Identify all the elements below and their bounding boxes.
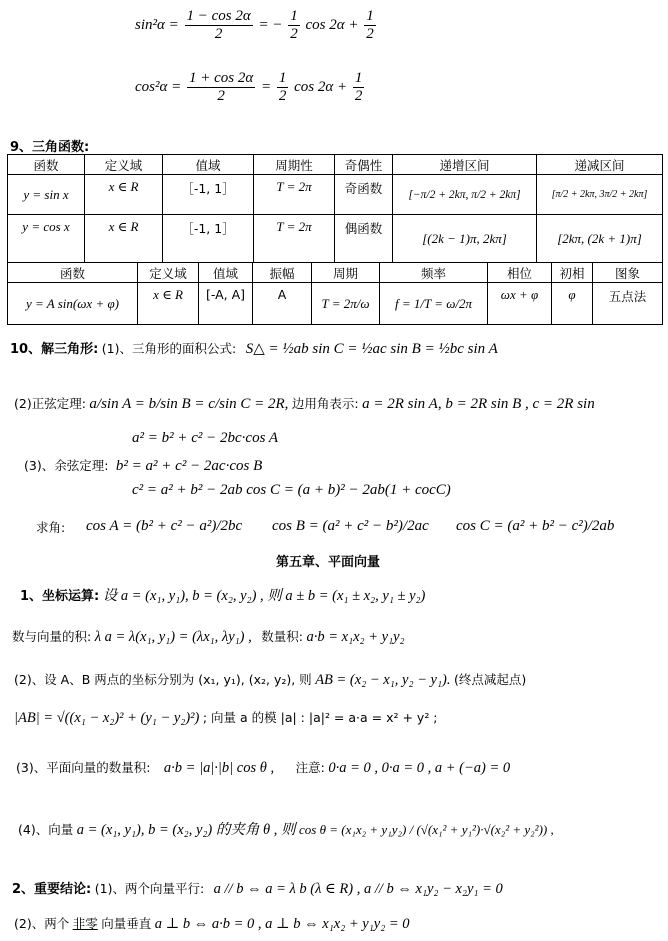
sine-edge-formula: a = 2R sin A, b = 2R sin B , c = 2R sin xyxy=(362,396,595,412)
table-row xyxy=(8,283,663,325)
angle-between-text: a = (x₁, y₁), b = (x₂, y₂) 的夹角 θ , 则 xyxy=(76,822,296,838)
table-cell: x ∈ R xyxy=(85,215,163,263)
sine-law-formula: a/sin A = b/sin B = c/sin C = 2R, xyxy=(89,396,289,412)
table-header: 相位 xyxy=(488,263,552,283)
table-cell: T = 2π/ω xyxy=(312,283,380,325)
perpendicular-formula: a ⊥ b ⇔ a·b = 0 , a ⊥ b ⇔ x₁x₂ + y₁y₂ = 0 xyxy=(154,916,410,932)
table-cell: y = sin x xyxy=(8,175,85,215)
table-cell: 偶函数 xyxy=(335,215,393,263)
cos-law-formula: b² = a² + c² − 2ac·cos B xyxy=(115,458,263,474)
cos-law-line-3: c² = a² + b² − 2ab cos C = (a + b)² − 2ab(1 + cocC) xyxy=(132,482,451,498)
table-header: 初相 xyxy=(552,263,593,283)
table-cell: 五点法 xyxy=(593,283,663,325)
perpendicular-line xyxy=(14,914,410,933)
table-header: 图象 xyxy=(593,263,663,283)
area-formula: S△ = ½ab sin C = ½ac sin B = ½bc sin A xyxy=(245,341,498,357)
cos-c-formula: cos C = (a² + b² − c²)/2ab xyxy=(456,518,615,534)
angle-between-formula: cos θ = (x₁x₂ + y₁y₂) / (√(x₁² + y₁²)·√(x₂² + y₂²)) , xyxy=(299,822,554,837)
two-points-formula: AB = (x₂ − x₁, y₂ − y₁). xyxy=(315,672,451,688)
dot-product-line xyxy=(16,758,510,777)
sine-law-label: (2)正弦定理: xyxy=(14,396,86,411)
table-header: 振幅 xyxy=(253,263,312,283)
table-header: 值域 xyxy=(199,263,253,283)
parallel-formula: a // b ⇔ a = λ b (λ ∈ R) , a // b ⇔ x₁y₂ − x₂y₁ = 0 xyxy=(213,881,503,897)
table-row xyxy=(8,215,663,263)
scalar-formula: λ a = λ(x₁, y₁) = (λx₁, λy₁) , xyxy=(94,629,252,645)
section-9-heading: 9、三角函数: xyxy=(10,140,90,155)
trig-function-table xyxy=(7,154,663,263)
coordinate-ops-line xyxy=(20,584,425,605)
cos-a-formula: cos A = (b² + c² − a²)/2bc xyxy=(86,518,243,534)
angle-between-label: (4)、向量 xyxy=(18,822,74,837)
two-points-line xyxy=(14,670,526,689)
table-cell: x ∈ R xyxy=(138,283,199,325)
scalar-label: 数与向量的积: xyxy=(12,629,92,644)
table-cell: ［-1, 1］ xyxy=(163,215,254,263)
table-header: 周期性 xyxy=(254,155,335,175)
perpendicular-text-2: 向量垂直 xyxy=(101,916,152,931)
table-cell: x ∈ R xyxy=(85,175,163,215)
table-header: 递减区间 xyxy=(537,155,663,175)
scalar-product-line xyxy=(12,627,405,646)
table-cell: [−π/2 + 2kπ, π/2 + 2kπ] xyxy=(393,175,537,215)
table-header: 函数 xyxy=(8,155,85,175)
cos-law-line-2 xyxy=(24,456,262,475)
table-cell: [(2k − 1)π, 2kπ] xyxy=(393,215,537,263)
dot-product-label: (3)、平面向量的数量积: xyxy=(16,760,151,775)
cos-b-formula: cos B = (a² + c² − b²)/2ac xyxy=(272,518,429,534)
coordinate-ops-heading: 1、坐标运算: xyxy=(20,589,100,604)
non-zero-underlined: 非零 xyxy=(72,916,98,931)
dot-product-notes: 0·a = 0 , 0·a = 0 , a + (−a) = 0 xyxy=(328,760,511,776)
sin-squared-formula: sin²α = $\frac{1 - \cos 2\alpha}{2}$ = − $\frac{1}{2}$ cos 2α + $\frac{1}{2}$ xyxy=(135,8,374,42)
table-header: 定义域 xyxy=(138,263,199,283)
table-header-row xyxy=(8,155,663,175)
length-formula: |AB| = √((x₁ − x₂)² + (y₁ − y₂)²) xyxy=(14,710,200,726)
table-header: 函数 xyxy=(8,263,138,283)
two-points-note: (终点减起点) xyxy=(453,672,527,687)
dot-product-formula: a·b = |a|·|b| cos θ , xyxy=(163,760,275,776)
cos-squared-formula: cos²α = $\frac{1 + \cos 2\alpha}{2}$ = $\frac{1}{2}$ cos 2α + $\frac{1}{2}$ xyxy=(135,70,363,104)
modulus-text: ; 向量 a 的模 |a| : |a|² = a·a = x² + y² ; xyxy=(202,710,438,725)
table-header: 值域 xyxy=(163,155,254,175)
table-header: 频率 xyxy=(380,263,488,283)
table-cell: ωx + φ xyxy=(488,283,552,325)
table-header: 奇偶性 xyxy=(335,155,393,175)
angle-label: 求角: xyxy=(36,520,66,535)
angle-between-line xyxy=(18,818,554,839)
table-header: 定义域 xyxy=(85,155,163,175)
parallel-text: (1)、两个向量平行: xyxy=(94,881,205,896)
table-row xyxy=(8,175,663,215)
table-cell: 奇函数 xyxy=(335,175,393,215)
sine-edge-label: 边用角表示: xyxy=(291,396,359,411)
dot-product-note-label: 注意: xyxy=(295,760,325,775)
dot-label: 数量积: xyxy=(261,629,303,644)
table-cell: [2kπ, (2k + 1)π] xyxy=(537,215,663,263)
table-cell: T = 2π xyxy=(254,215,335,263)
table-cell: ［-1, 1］ xyxy=(163,175,254,215)
vector-length-line xyxy=(14,708,438,727)
table-cell: φ xyxy=(552,283,593,325)
coordinate-ops-text: 设 a = (x₁, y₁), b = (x₂, y₂) , 则 a ± b = (x₁ ± x₂, y₁ ± y₂) xyxy=(102,588,426,604)
two-points-text: (2)、设 A、B 两点的坐标分别为 (x₁, y₁), (x₂, y₂), 则 xyxy=(14,672,312,687)
area-intro: (1)、三角形的面积公式: xyxy=(101,341,237,356)
table-cell: y = cos x xyxy=(8,215,85,263)
table-cell: f = 1/T = ω/2π xyxy=(380,283,488,325)
table-header: 周期 xyxy=(312,263,380,283)
table-cell: A xyxy=(253,283,312,325)
dot-formula: a·b = x₁x₂ + y₁y₂ xyxy=(306,629,405,645)
cos-law-label: (3)、余弦定理: xyxy=(24,458,109,473)
table-cell: [-A, A] xyxy=(199,283,253,325)
perpendicular-text: (2)、两个 xyxy=(14,916,70,931)
chapter-5-title: 第五章、平面向量 xyxy=(276,555,381,570)
table-header-row xyxy=(8,263,663,283)
section-10-line xyxy=(10,338,498,358)
table-cell: [π/2 + 2kπ, 3π/2 + 2kπ] xyxy=(537,175,663,215)
table-cell: y = A sin(ωx + φ) xyxy=(8,283,138,325)
sine-law-line xyxy=(14,394,595,413)
cos-law-line-1: a² = b² + c² − 2bc·cos A xyxy=(132,430,279,446)
table-cell: T = 2π xyxy=(254,175,335,215)
parallel-line xyxy=(12,878,503,898)
conclusions-heading: 2、重要结论: xyxy=(12,882,92,897)
table-header: 递增区间 xyxy=(393,155,537,175)
section-10-heading: 10、解三角形: xyxy=(10,342,99,357)
sinusoid-table xyxy=(7,262,663,325)
